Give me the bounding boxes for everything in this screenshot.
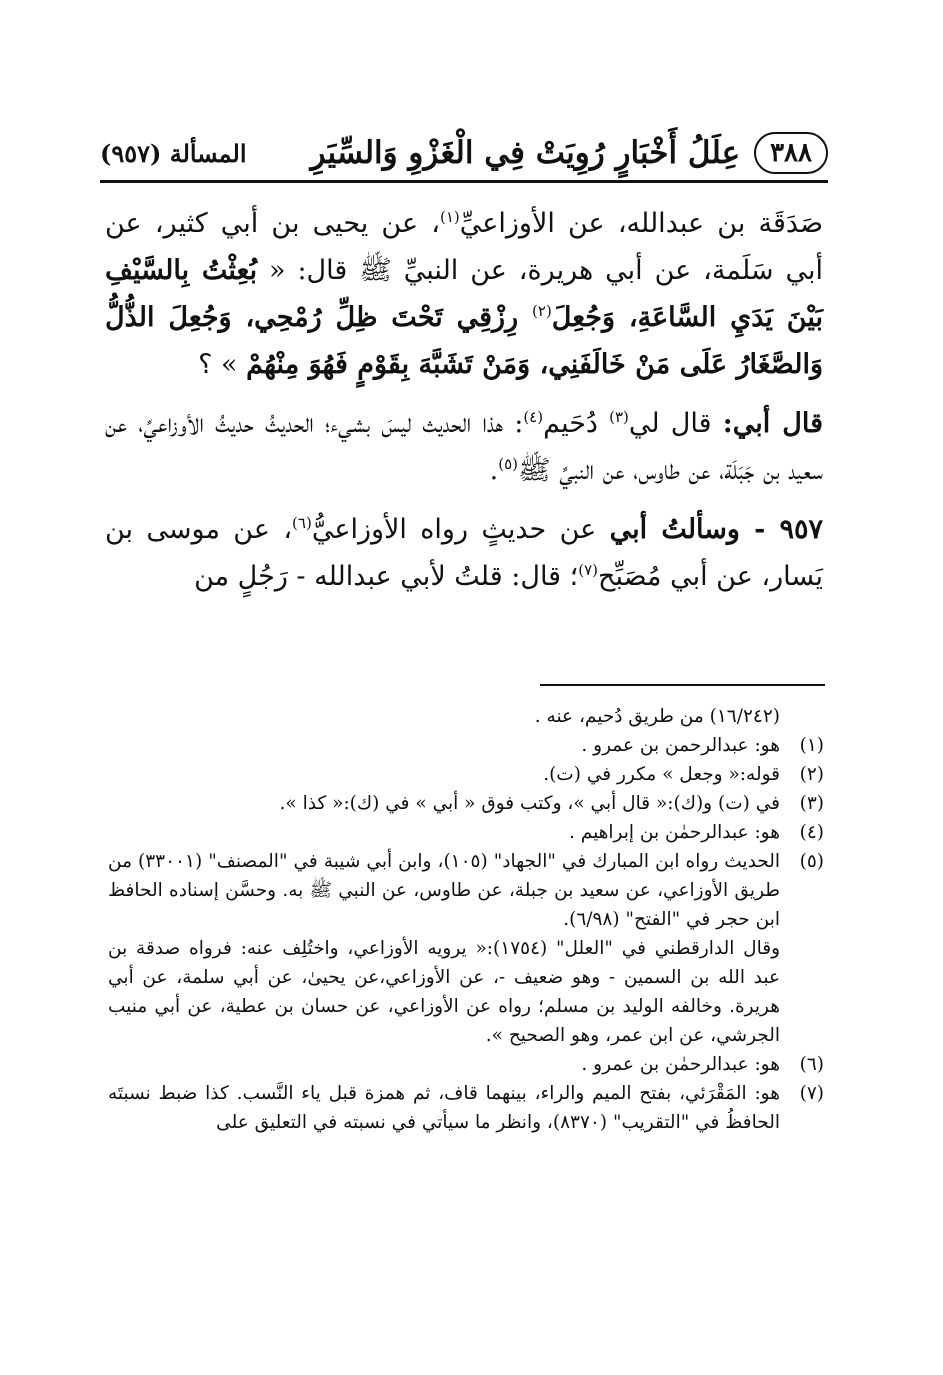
hadith-text-b: رِزْقِي تَحْتَ ظِلِّ رُمْحِي، وَجُعِلَ الذُّلُّ وَالصَّغَارُ عَلَى مَنْ خَالَفَنِي، وَمَنْ تَشَبَّهَ بِقَوْمٍ فَهُوَ مِنْهُمْ bbox=[105, 302, 823, 380]
footnote-item bbox=[108, 1079, 824, 1137]
p3-text-c: ؛ قال: قلتُ لأبي عبدالله - رَجُلٍ من bbox=[194, 561, 579, 592]
p1-text-a: صَدَقَة بن عبدالله، عن الأوزاعيِّ bbox=[459, 208, 823, 239]
header-rule bbox=[100, 180, 828, 183]
footnote-item bbox=[108, 1050, 824, 1079]
footnote-number: (٦) bbox=[799, 1054, 824, 1075]
footnote-number: (٧) bbox=[799, 1083, 824, 1104]
paragraph-1 bbox=[105, 200, 823, 388]
footnote-number: (١) bbox=[799, 735, 824, 756]
footnote-number: (٢) bbox=[799, 764, 824, 785]
footnote-text: هو: عبدالرحمٰن بن عمرو . bbox=[581, 1054, 780, 1075]
footnote-text: في (ت) و(ك):« قال أبي »، وكتب فوق « أبي » في (ك):« كذا ». bbox=[279, 793, 780, 814]
footnote-number: (٤) bbox=[799, 822, 824, 843]
p2-text-d: . bbox=[489, 455, 499, 486]
p3-text-b: ، عن موسى بن يَسار، عن أبي مُصَبِّح bbox=[105, 514, 823, 592]
footnote-item bbox=[108, 847, 824, 934]
footnote-separator bbox=[540, 684, 825, 686]
paragraph-3 bbox=[105, 506, 823, 600]
footnote-ref-1: (١) bbox=[439, 208, 460, 226]
footnote-number: (٣) bbox=[799, 793, 824, 814]
page-header bbox=[100, 128, 828, 178]
footnote-ref-3: (٣) bbox=[609, 408, 629, 426]
footnote-text: الحديث رواه ابن المبارك في "الجهاد" (١٠٥)، وابن أبي شيبة في "المصنف" (٣٣٠٠١) من طريق الأوزاعي، عن سعيد بن جبلة، عن طاوس، عن النبي ﷺ به. وحسَّن إسناده الحافظ ابن حجر في "الفتح" (٦/٩٨). bbox=[108, 851, 780, 930]
footnote-text: قوله:« وجعل » مكرر في (ت). bbox=[543, 764, 780, 785]
footnote-text: هو: عبدالرحمن بن عمرو . bbox=[581, 735, 780, 756]
footnotes bbox=[108, 702, 824, 1137]
p1-text-b: ، عن يحيى بن أبي كثير، عن أبي سَلَمة، عن أبي هريرة، عن النبيِّ ﷺ قال: « bbox=[105, 208, 823, 286]
footnote-text: هو: المَقْرَئي، بفتح الميم والراء، بينهما قاف، ثم همزة قبل ياء النَّسب. كذا ضبط نسبتَه الحافظُ في "التقريب" (٨٣٧٠)، وانظر ما سيأتي في نسبته في التعليق على bbox=[108, 1083, 780, 1133]
hadith-text-a: بُعِثْتُ بِالسَّيْفِ بَيْنَ يَدَيِ السَّاعَةِ، وَجُعِلَ bbox=[105, 255, 824, 333]
footnote-ref-2: (٢) bbox=[532, 302, 552, 320]
footnote-carryover: (١٦/٢٤٢) من طريق دُحيم، عنه . bbox=[534, 706, 780, 727]
p3-text-a: عن حديثٍ رواه الأوزاعيُّ bbox=[311, 514, 610, 545]
section-label: المسألة (٩٥٧) bbox=[100, 138, 247, 168]
p2-text-b: دُحَيم bbox=[543, 408, 610, 439]
footnote-ref-7: (٧) bbox=[578, 561, 599, 579]
footnote-item bbox=[108, 731, 824, 760]
header-title-group bbox=[310, 132, 828, 174]
p3-lead: ٩٥٧ - وسألتُ أبي bbox=[609, 514, 824, 545]
page-number: ٣٨٨ bbox=[754, 132, 828, 174]
main-text bbox=[105, 200, 823, 600]
p2-text-c: : هذا الحديث ليسَ بشيء؛ الحديثُ حديثُ الأوزاعيِّ، عن سعيد بن جَبَلَة، عن طاوس، عن النبيِّ ﷺ bbox=[105, 408, 823, 486]
p1-text-end: » ؟ bbox=[198, 349, 247, 380]
footnote-item bbox=[108, 760, 824, 789]
p2-text-a: قال لي bbox=[628, 408, 723, 439]
footnote-item bbox=[108, 789, 824, 818]
footnote-text: هو: عبدالرحمٰن بن إبراهيم . bbox=[569, 822, 780, 843]
footnote-continuation: وقال الدارقطني في "العلل" (١٧٥٤):« يرويه الأوزاعي، واختُلِف عنه: فرواه صدقة بن عبد الله بن السمين - وهو ضعيف -، عن الأوزاعي،عن يحيىٰ، عن أبي سلمة، عن أبي هريرة. وخالفه الوليد بن مسلم؛ رواه عن الأوزاعي، عن حسان بن عطية، عن أبي منيب الجرشي، عن ابن عمر، وهو الصحيح ». bbox=[108, 938, 781, 1046]
paragraph-2 bbox=[105, 400, 823, 494]
p2-lead: قال أبي: bbox=[722, 408, 823, 439]
footnote-ref-5: (٥) bbox=[498, 455, 518, 473]
book-title: عِلَلُ أَخْبَارٍ رُوِيَتْ فِي الْغَزْوِ وَالسِّيَرِ bbox=[310, 135, 741, 171]
footnote-item bbox=[108, 818, 824, 847]
footnote-ref-6: (٦) bbox=[292, 514, 312, 532]
footnote-number: (٥) bbox=[799, 851, 824, 872]
footnote-ref-4: (٤) bbox=[523, 408, 544, 426]
